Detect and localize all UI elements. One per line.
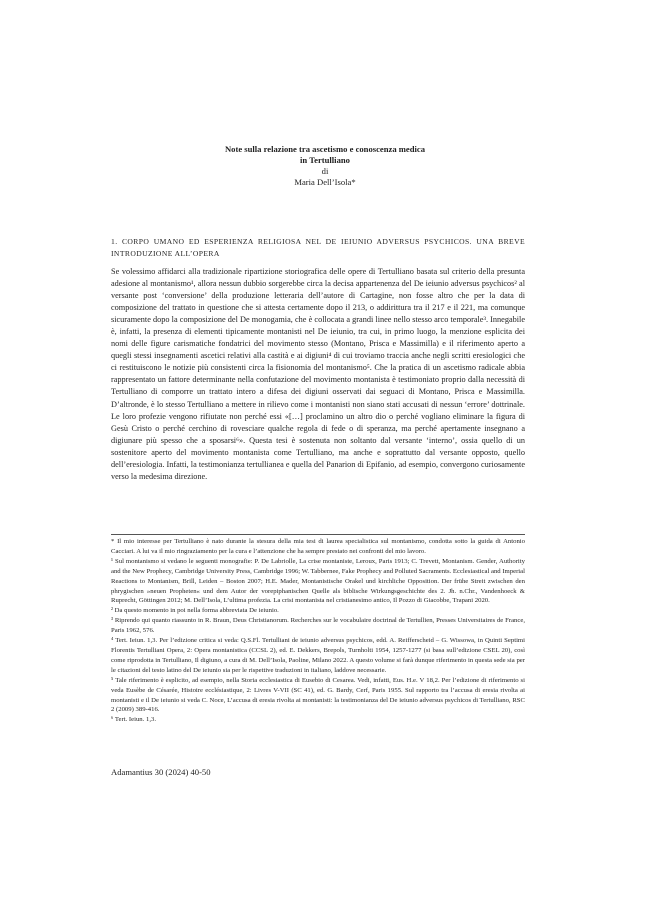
article-title-line-2: in Tertulliano	[300, 155, 350, 165]
footnote-5: ⁵ Tale riferimento è esplicito, ad esempio, nella Storia ecclesiastica di Eusebio di Cesarea. Vedi, infatti, Eus. H.e. V 18,2. Per l’edizione di riferimento si veda Eusèbe de Césarée, Histoire ecclésiastique, 2: Livres V-VII (SC 41), ed. G. Bardy, Cerf, Paris 1955. Sul rapporto tra l’accusa di eresia rivolta ai montanisti e il De ieiunio si veda C. Noce, L’accusa di eresia rivolta ai montanisti: la testimonianza del De ieiunio adversus psychicos di Tertulliano, RSC 2 (2009) 389-416.	[111, 676, 525, 714]
footnote-separator	[111, 534, 525, 535]
footnotes	[111, 537, 525, 725]
byline-di: di	[321, 166, 329, 176]
author-name: Maria Dell’Isola*	[294, 177, 356, 187]
article-title-block	[0, 144, 650, 188]
body-paragraph: Se volessimo affidarci alla tradizionale ripartizione storiografica delle opere di Tertulliano basata sul criterio della presunta adesione al montanismo¹, allora nessun dubbio sorgerebbe circa la decisa appartenenza del De ieiunio adversus psychicos² al versante post ‘conversione’ della produzione letteraria dell’autore di Cartagine, non fosse altro che per la data di composizione del trattato in questione che si attesta certamente dopo il 213, o addirittura tra il 217 e il 221, ma comunque sicuramente dopo la composizione del De monogamia, che è collocata a grandi linee nello stesso arco temporale³. Innegabile è, infatti, la presenza di elementi tipicamente montanisti nel De ieiunio, tra cui, in primo luogo, la menzione esplicita dei nomi delle figure carismatiche fondatrici del movimento stesso (Montano, Prisca e Massimilla) e il riferimento aperto a quegli stessi insegnamenti ascetici relativi alla castità e ai digiuni⁴ di cui troviamo traccia anche negli scritti eresiologici che ci restituiscono le notizie più consistenti circa la fisionomia del montanismo⁵. Che la pratica di un ascetismo radicale abbia rappresentato un fattore determinante nella confutazione del movimento montanista è testimoniato proprio dalla necessità di Tertulliano di comporre un trattato intero a difesa dei digiuni osservati dai seguaci di Montano, Prisca e Massimilla. D’altronde, è lo stesso Tertulliano a mettere in rilievo come i montanisti non siano stati accusati di nessun ‘errore’ dottrinale. Le loro profezie vengono rifiutate non perché essi «[…] proclamino un altro dio o perché vogliano eliminare la figura di Gesù Cristo o perché cerchino di rovesciare qualche regola di fede o di speranza, ma perché apertamente insegnano a digiunare più spesso che a sposarsi⁶». Questa tesi è sostenuta non soltanto dal versante ‘interno’, ossia quello di un sostenitore aperto del movimento montanista come Tertulliano, ma anche e soprattutto dal versante opposto, quello dell’eresiologia. Infatti, la testimonianza tertullianea e quella del Panarion di Epifanio, ad esempio, convergono curiosamente verso la medesima direzione.	[111, 267, 525, 481]
footnote-2: ² Da questo momento in poi nella forma abbreviata De ieiunio.	[111, 607, 279, 615]
footnote-1: ¹ Sul montanismo si vedano le seguenti monografie: P. De Labriolle, La crise montaniste, Leroux, Paris 1913; C. Trevett, Montanism. Gender, Authority and the New Prophecy, Cambridge University Press, Cambridge 1996; W. Tabbernee, Fake Prophecy and Polluted Sacraments. Ecclesiastical and Imperial Reactions to Montanism, Brill, Leiden – Boston 2007; H.E. Mader, Montanistische Orakel und kirchliche Opposition. Der frühe Streit zwischen den phrygischen »neuen Propheten« und dem Autor der vorepiphanischen Quelle als biblische Wirkungsgeschichte des 2. Jh. n.Chr., Vandenhoeck & Ruprecht, Göttingen 2012; M. Dell’Isola, L’ultima profezia. La crisi montanista nel cristianesimo antico, Il Pozzo di Giacobbe, Trapani 2020.	[111, 557, 525, 605]
footnote-star: * Il mio interesse per Tertulliano è nato durante la stesura della mia tesi di laurea specialistica sul montanismo, condotta sotto la guida di Antonio Cacciari. A lui va il mio ringraziamento per la cura e l’attenzione che ha sempre prestato nei confronti del mio lavoro.	[111, 538, 525, 555]
journal-reference: Adamantius 30 (2024) 40-50	[111, 767, 211, 777]
footnote-4: ⁴ Tert. Ieiun. 1,3. Per l’edizione critica si veda: Q.S.Fl. Tertulliani de ieiunio adversus psychicos, edd. A. Reifferscheid – G. Wissowa, in Quinti Septimi Florentis Tertulliani Opera, 2: Opera montanistica (CCSL 2), ed. E. Dekkers, Brepols, Turnholti 1954, 1257-1277 (si basa sull’edizione CSEL 20), così come riprodotta in Tertulliano, Il digiuno, a cura di M. Dell’Isola, Paoline, Milano 2022. A questo volume si farà dunque riferimento in questa sede sia per le citazioni del testo latino del De ieiunio sia per le rispettive traduzioni in italiano, laddove necessarie.	[111, 637, 525, 674]
section-heading: 1. CORPO UMANO ED ESPERIENZA RELIGIOSA NEL DE IEIUNIO ADVERSUS PSYCHICOS. UNA BREVE INTRODUZIONE ALL’OPERA	[111, 237, 525, 258]
body-text	[111, 266, 525, 483]
footnote-6: ⁶ Tert. Ieiun. 1,3.	[111, 716, 157, 724]
article-title-line-1: Note sulla relazione tra ascetismo e conoscenza medica	[224, 144, 426, 154]
footnote-3: ³ Riprendo qui quanto riassunto in R. Braun, Deus Christianorum. Recherches sur le vocabulaire doctrinal de Tertullien, Presses Universitaires de France, Paris 1962, 576.	[111, 617, 525, 635]
